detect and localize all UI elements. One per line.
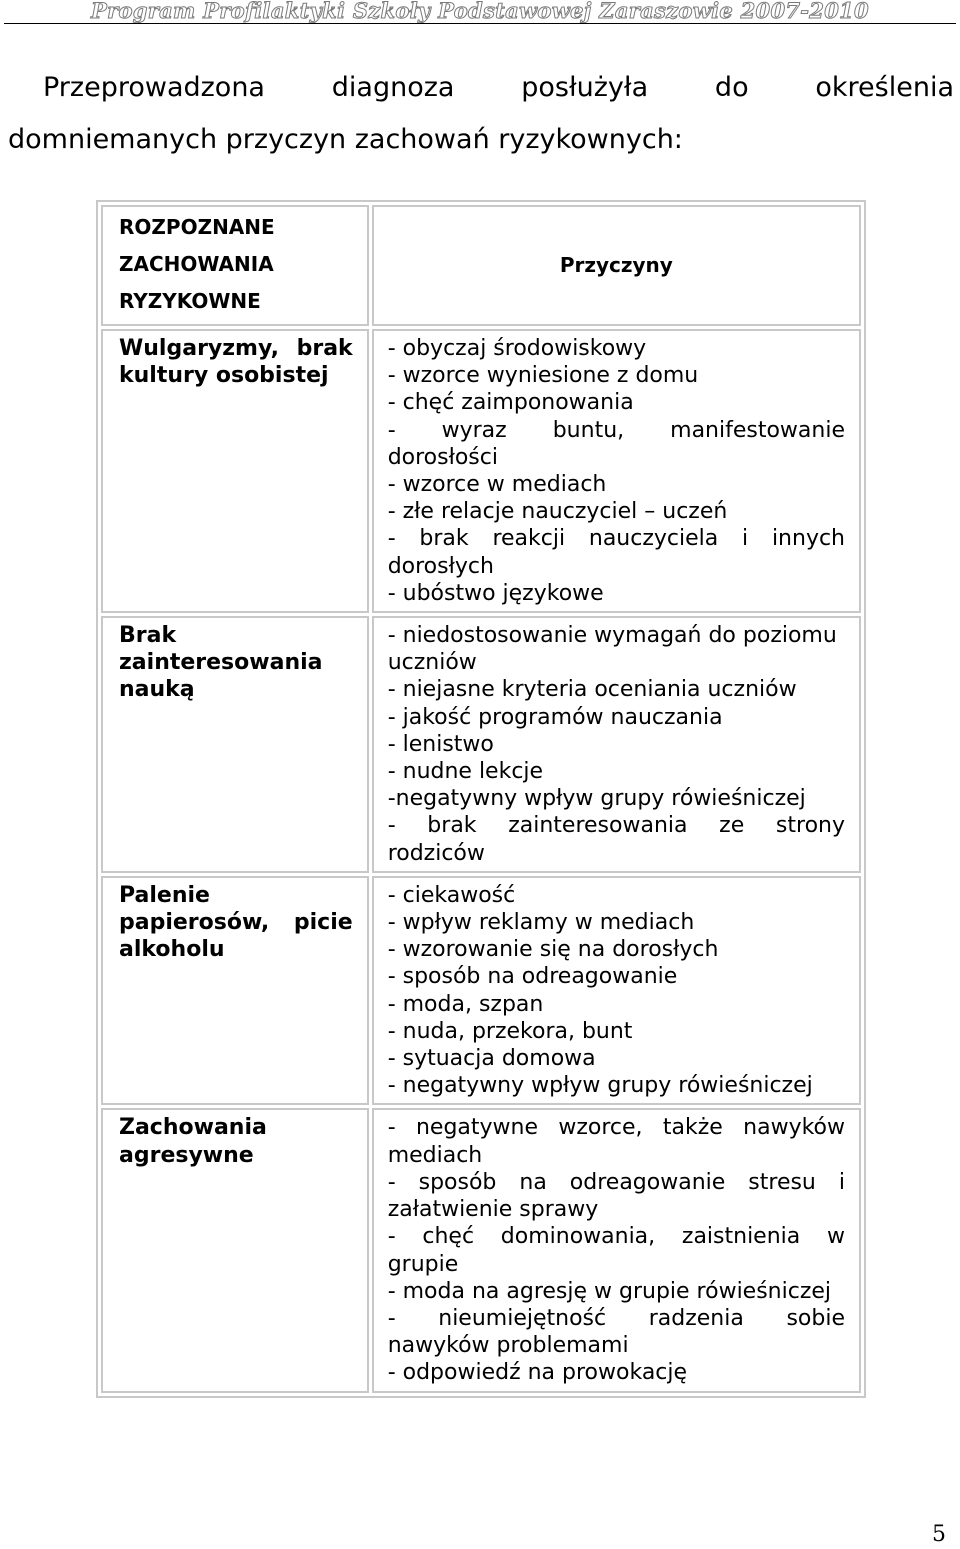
table-row <box>101 1108 861 1392</box>
causes-cell <box>372 329 861 613</box>
cause-line: - złe relacje nauczyciel – uczeń <box>387 499 728 525</box>
behavior-line: Zachowania <box>119 1115 267 1141</box>
header-line: RYZYKOWNE <box>119 289 261 313</box>
risk-behaviors-table <box>96 200 866 1398</box>
causes-cell <box>372 616 861 873</box>
behavior-cell <box>101 876 369 1106</box>
cause-line: - ubóstwo językowe <box>387 580 604 606</box>
running-header-title: Program Profilaktyki Szkoły Podstawowej Zaraszowie 2007-2010 <box>91 0 869 23</box>
cause-line: dorosłości <box>387 444 498 470</box>
cause-line: - wzorce wyniesione z domu <box>387 363 699 389</box>
table-row <box>101 616 861 873</box>
behavior-line: Wulgaryzmy, brak <box>119 336 353 361</box>
cause-line: - niedostosowanie wymagań do poziomu <box>387 623 837 649</box>
cause-line: - moda, szpan <box>387 991 544 1017</box>
cause-line: uczniów <box>387 650 477 676</box>
behavior-line: kultury osobistej <box>119 363 329 389</box>
cause-line: - odpowiedź na prowokację <box>387 1360 688 1386</box>
page-number: 5 <box>932 1522 946 1547</box>
cause-line: rodziców <box>387 840 485 866</box>
behavior-line: agresywne <box>119 1142 254 1168</box>
cause-line: - sposób na odreagowanie <box>387 964 678 990</box>
causes-cell <box>372 876 861 1106</box>
cause-line: - sposób na odreagowanie stresu i <box>387 1169 845 1195</box>
causes-column-header: Przyczyny <box>372 205 861 326</box>
behavior-line: nauką <box>119 677 195 703</box>
cause-line: - chęć zaimponowania <box>387 390 634 416</box>
cause-line: - wyraz buntu, manifestowanie <box>387 417 845 443</box>
intro-paragraph <box>8 62 954 166</box>
behavior-line: Palenie <box>119 882 210 908</box>
behavior-line: alkoholu <box>119 937 225 963</box>
behaviors-column-header <box>101 205 369 326</box>
table-header-row <box>101 205 861 326</box>
behavior-cell <box>101 329 369 613</box>
cause-line: -negatywny wpływ grupy rówieśniczej <box>387 786 806 812</box>
cause-line: - niejasne kryteria oceniania uczniów <box>387 677 797 703</box>
cause-line: - obyczaj środowiskowy <box>387 336 647 361</box>
behavior-cell <box>101 616 369 873</box>
cause-line: załatwienie sprawy <box>387 1197 599 1223</box>
cause-line: - moda na agresję w grupie rówieśniczej <box>387 1278 832 1304</box>
cause-line: nawyków problemami <box>387 1333 629 1359</box>
cause-line: - wpływ reklamy w mediach <box>387 910 695 936</box>
header-rule <box>4 23 956 24</box>
cause-line: - sytuacja domowa <box>387 1046 596 1072</box>
cause-line: - brak zainteresowania ze strony <box>387 813 845 839</box>
behavior-cell <box>101 1108 369 1392</box>
cause-line: - brak reakcji nauczyciela i innych <box>387 526 845 552</box>
cause-line: - nudne lekcje <box>387 759 544 785</box>
cause-line: - nieumiejętność radzenia sobie <box>387 1305 845 1331</box>
cause-line: - lenistwo <box>387 731 494 757</box>
cause-line: mediach <box>387 1142 483 1168</box>
cause-line: - wzorce w mediach <box>387 472 607 498</box>
behavior-line: zainteresowania <box>119 650 323 676</box>
table-row <box>101 329 861 613</box>
cause-line: dorosłych <box>387 553 494 579</box>
table-row <box>101 876 861 1106</box>
cause-line: - jakość programów nauczania <box>387 704 723 730</box>
header-line: ROZPOZNANE <box>119 215 275 239</box>
cause-line: - wzorowanie się na dorosłych <box>387 937 719 963</box>
intro-line-2: domniemanych przyczyn zachowań ryzykownych: <box>8 124 683 155</box>
header-line: ZACHOWANIA <box>119 252 274 276</box>
behavior-line: papierosów, picie <box>119 910 353 936</box>
cause-line: - negatywny wpływ grupy rówieśniczej <box>387 1073 813 1099</box>
cause-line: - chęć dominowania, zaistnienia w <box>387 1224 845 1250</box>
causes-cell <box>372 1108 861 1392</box>
behavior-line: Brak <box>119 623 177 649</box>
intro-line-1: Przeprowadzona diagnoza posłużyła do określenia <box>43 72 954 103</box>
cause-line: - negatywne wzorce, także nawyków <box>387 1115 845 1141</box>
cause-line: grupie <box>387 1251 459 1277</box>
cause-line: - nuda, przekora, bunt <box>387 1018 633 1044</box>
cause-line: - ciekawość <box>387 882 516 908</box>
